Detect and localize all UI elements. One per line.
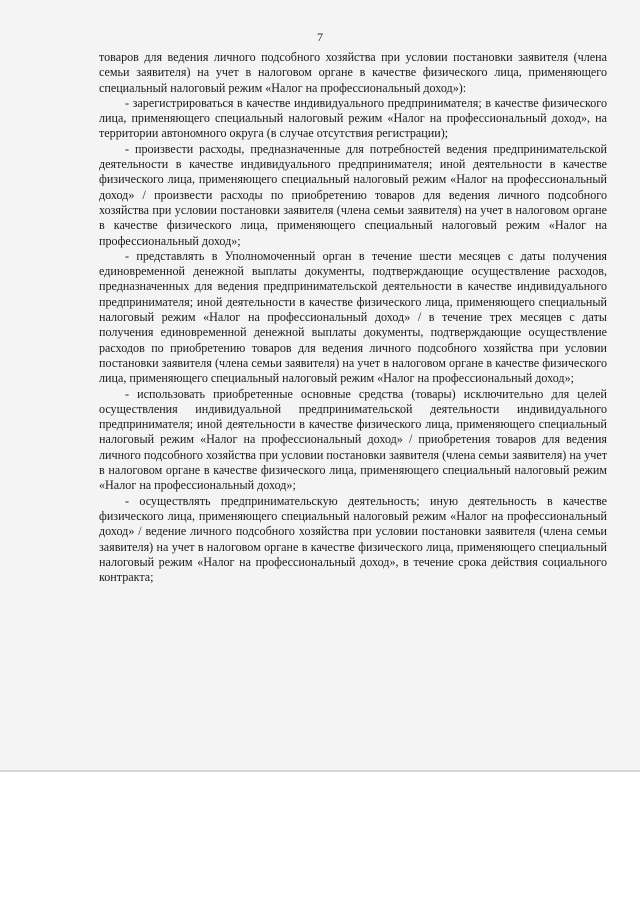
paragraph-activity: - осуществлять предпринимательскую деятельность; иную деятельность в качестве физического лица, применяющего специальный налоговый режим «Налог на профессиональный доход» / ведение личного подсобного хозяйства при условии постановки заявителя (члена семьи заявителя) на учет в налоговом органе в качестве физического лица, применяющего специальный налоговый режим «Налог на профессиональный доход», в течение срока действия социального контракта; — [99, 493, 607, 585]
document-body — [99, 50, 607, 585]
paragraph-documents: - представлять в Уполномоченный орган в течение шести месяцев с даты получения единовременной денежной выплаты документы, подтверждающие осуществление расходов, предназначенных для ведения предпринимательской деятельности в качестве индивидуального предпринимателя; иной деятельности в качестве физического лица, применяющего специальный налоговый режим «Налог на профессиональный доход» / в течение трех месяцев с даты получения единовременной денежной выплаты документы, подтверждающие осуществление расходов по приобретению товаров для ведения личного подсобного хозяйства при условии постановки заявителя (члена семьи заявителя) на учет в налоговом органе в качестве физического лица, применяющего специальный налоговый режим «Налог на профессиональный доход»; — [99, 248, 607, 386]
page-number: 7 — [317, 30, 323, 44]
paragraph-continuation: товаров для ведения личного подсобного хозяйства при условии постановки заявителя (члена семьи заявителя) на учет в налоговом органе в качестве физического лица, применяющего специальный налоговый режим «Налог на профессиональный доход»): — [99, 50, 607, 95]
paragraph-expenses: - произвести расходы, предназначенные для потребностей ведения предпринимательской деятельности в качестве индивидуального предпринимателя; иной деятельности в качестве физического лица, применяющего специальный налоговый режим «Налог на профессиональный доход» / произвести расходы по приобретению товаров для ведения личного подсобного хозяйства при условии постановки заявителя (члена семьи заявителя) на учет в налоговом органе в качестве физического лица, применяющего специальный налоговый режим «Налог на профессиональный доход»; — [99, 141, 607, 248]
paragraph-use-assets: - использовать приобретенные основные средства (товары) исключительно для целей осуществления индивидуальной предпринимательской деятельности индивидуального предпринимателя; иной деятельности в качестве физического лица, применяющего специальный налоговый режим «Налог на профессиональный доход» / приобретения товаров для ведения личного подсобного хозяйства при условии постановки заявителя (члена семьи заявителя) на учет в налоговом органе в качестве физического лица, применяющего специальный налоговый режим «Налог на профессиональный доход»; — [99, 386, 607, 493]
paragraph-register: - зарегистрироваться в качестве индивидуального предпринимателя; в качестве физического лица, применяющего специальный налоговый режим «Налог на профессиональный доход», на территории автономного округа (в случае отсутствия регистрации); — [99, 95, 607, 141]
